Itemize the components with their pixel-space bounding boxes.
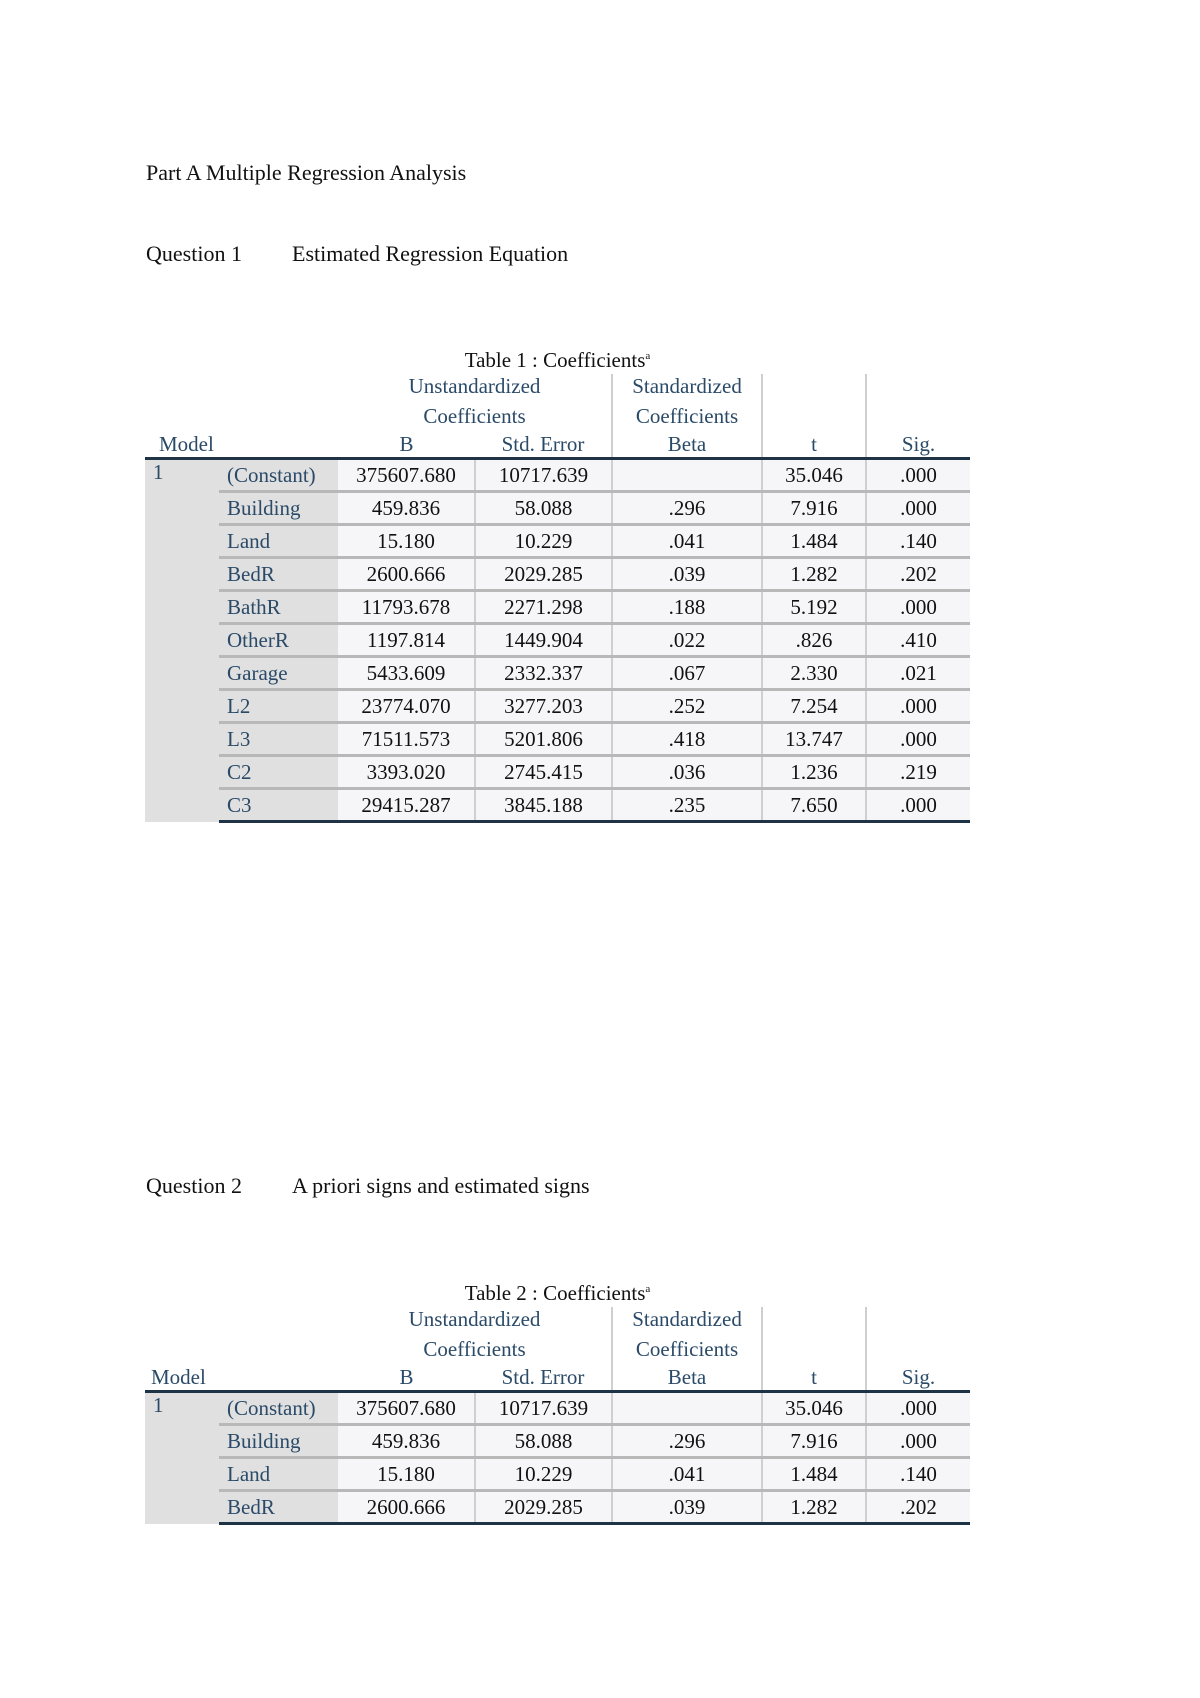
b-value: 71511.573 (338, 723, 475, 756)
model-number: 1 (145, 1392, 219, 1524)
b-value: 375607.680 (338, 1392, 475, 1425)
std-error-header: Std. Error (475, 1362, 612, 1392)
table-row (145, 756, 970, 789)
variable-name: Land (219, 1458, 338, 1491)
sig-value: .000 (866, 723, 970, 756)
b-value: 23774.070 (338, 690, 475, 723)
beta-value: .252 (612, 690, 762, 723)
t-value: 1.484 (762, 525, 866, 558)
table-row (145, 1392, 970, 1425)
t-value: 1.484 (762, 1458, 866, 1491)
std-error-value: 58.088 (475, 1425, 612, 1458)
sig-value: .202 (866, 1491, 970, 1524)
beta-value: .235 (612, 789, 762, 822)
b-value: 459.836 (338, 492, 475, 525)
beta-value: .418 (612, 723, 762, 756)
table-row (145, 459, 970, 492)
std-error-value: 10717.639 (475, 1392, 612, 1425)
sig-header: Sig. (866, 1362, 970, 1392)
question-2-number: Question 2 (146, 1173, 242, 1198)
beta-value: .041 (612, 525, 762, 558)
variable-name: BathR (219, 591, 338, 624)
table-row (145, 1425, 970, 1458)
sig-value: .410 (866, 624, 970, 657)
t-header: t (762, 429, 866, 459)
b-header: B (338, 1362, 475, 1392)
std-error-value: 3845.188 (475, 789, 612, 822)
table-row (145, 525, 970, 558)
std-error-value: 2029.285 (475, 1491, 612, 1524)
beta-value: .039 (612, 558, 762, 591)
b-value: 3393.020 (338, 756, 475, 789)
part-title: Part A Multiple Regression Analysis (146, 160, 467, 185)
model-header: Model (145, 1362, 338, 1392)
question-1-title: Estimated Regression Equation (292, 241, 569, 266)
beta-value (612, 1392, 762, 1425)
variable-name: Building (219, 492, 338, 525)
b-header: B (338, 429, 475, 459)
std-error-value: 2271.298 (475, 591, 612, 624)
table-row (145, 723, 970, 756)
variable-name: C2 (219, 756, 338, 789)
sig-value: .000 (866, 591, 970, 624)
t-value: 5.192 (762, 591, 866, 624)
question-1-number: Question 1 (146, 241, 242, 266)
unstandardized-coefficients-label: Coefficients (338, 1337, 612, 1362)
sig-value: .000 (866, 459, 970, 492)
table-1-title: Table 1 : Coefficients$^a$ (464, 348, 651, 372)
sig-value: .000 (866, 1392, 970, 1425)
sig-value: .140 (866, 1458, 970, 1491)
beta-value: .022 (612, 624, 762, 657)
variable-name: L2 (219, 690, 338, 723)
std-error-value: 2029.285 (475, 558, 612, 591)
b-value: 2600.666 (338, 1491, 475, 1524)
variable-name: (Constant) (219, 459, 338, 492)
t-value: 35.046 (762, 459, 866, 492)
beta-value: .036 (612, 756, 762, 789)
b-value: 5433.609 (338, 657, 475, 690)
sig-value: .202 (866, 558, 970, 591)
std-error-value: 10.229 (475, 1458, 612, 1491)
table-1-grid (145, 374, 970, 823)
table-row (145, 1491, 970, 1524)
unstandardized-header: Unstandardized (338, 374, 612, 404)
sig-value: .219 (866, 756, 970, 789)
std-error-value: 10717.639 (475, 459, 612, 492)
table-row (145, 591, 970, 624)
t-value: 1.236 (762, 756, 866, 789)
model-header: Model (145, 429, 338, 459)
sig-value: .000 (866, 789, 970, 822)
t-value: 7.916 (762, 1425, 866, 1458)
beta-value: .039 (612, 1491, 762, 1524)
beta-value: .041 (612, 1458, 762, 1491)
t-value: 13.747 (762, 723, 866, 756)
t-value: 2.330 (762, 657, 866, 690)
sig-header: Sig. (866, 429, 970, 459)
b-value: 375607.680 (338, 459, 475, 492)
table-row (145, 657, 970, 690)
beta-value: .188 (612, 591, 762, 624)
table-row (145, 1458, 970, 1491)
t-value: 7.916 (762, 492, 866, 525)
beta-value: .067 (612, 657, 762, 690)
beta-value: .296 (612, 1425, 762, 1458)
t-value: 1.282 (762, 1491, 866, 1524)
std-error-value: 1449.904 (475, 624, 612, 657)
variable-name: Land (219, 525, 338, 558)
beta-header: Beta (612, 429, 762, 459)
b-value: 11793.678 (338, 591, 475, 624)
variable-name: Building (219, 1425, 338, 1458)
std-error-value: 5201.806 (475, 723, 612, 756)
sig-value: .140 (866, 525, 970, 558)
t-value: .826 (762, 624, 866, 657)
variable-name: OtherR (219, 624, 338, 657)
t-value: 35.046 (762, 1392, 866, 1425)
t-value: 7.650 (762, 789, 866, 822)
b-value: 15.180 (338, 525, 475, 558)
t-header: t (762, 1362, 866, 1392)
variable-name: L3 (219, 723, 338, 756)
question-2-title: A priori signs and estimated signs (292, 1173, 590, 1198)
std-error-header: Std. Error (475, 429, 612, 459)
unstandardized-coefficients-label: Coefficients (338, 404, 612, 429)
sig-value: .000 (866, 1425, 970, 1458)
table-row (145, 624, 970, 657)
standardized-coefficients-label: Coefficients (612, 404, 762, 429)
variable-name: Garage (219, 657, 338, 690)
standardized-header: Standardized (612, 1307, 762, 1337)
std-error-value: 58.088 (475, 492, 612, 525)
sig-value: .000 (866, 690, 970, 723)
b-value: 29415.287 (338, 789, 475, 822)
variable-name: BedR (219, 558, 338, 591)
table-2-grid (145, 1307, 970, 1525)
table-row (145, 492, 970, 525)
model-number: 1 (145, 459, 219, 822)
variable-name: BedR (219, 1491, 338, 1524)
b-value: 1197.814 (338, 624, 475, 657)
std-error-value: 10.229 (475, 525, 612, 558)
sig-value: .000 (866, 492, 970, 525)
table-row (145, 690, 970, 723)
standardized-header: Standardized (612, 374, 762, 404)
b-value: 459.836 (338, 1425, 475, 1458)
unstandardized-header: Unstandardized (338, 1307, 612, 1337)
table-2-title: Table 2 : Coefficients$^a$ (464, 1281, 651, 1305)
variable-name: (Constant) (219, 1392, 338, 1425)
table-row (145, 789, 970, 822)
t-value: 1.282 (762, 558, 866, 591)
std-error-value: 2332.337 (475, 657, 612, 690)
beta-header: Beta (612, 1362, 762, 1392)
b-value: 2600.666 (338, 558, 475, 591)
table-row (145, 558, 970, 591)
sig-value: .021 (866, 657, 970, 690)
beta-value (612, 459, 762, 492)
b-value: 15.180 (338, 1458, 475, 1491)
variable-name: C3 (219, 789, 338, 822)
t-value: 7.254 (762, 690, 866, 723)
beta-value: .296 (612, 492, 762, 525)
std-error-value: 3277.203 (475, 690, 612, 723)
standardized-coefficients-label: Coefficients (612, 1337, 762, 1362)
std-error-value: 2745.415 (475, 756, 612, 789)
